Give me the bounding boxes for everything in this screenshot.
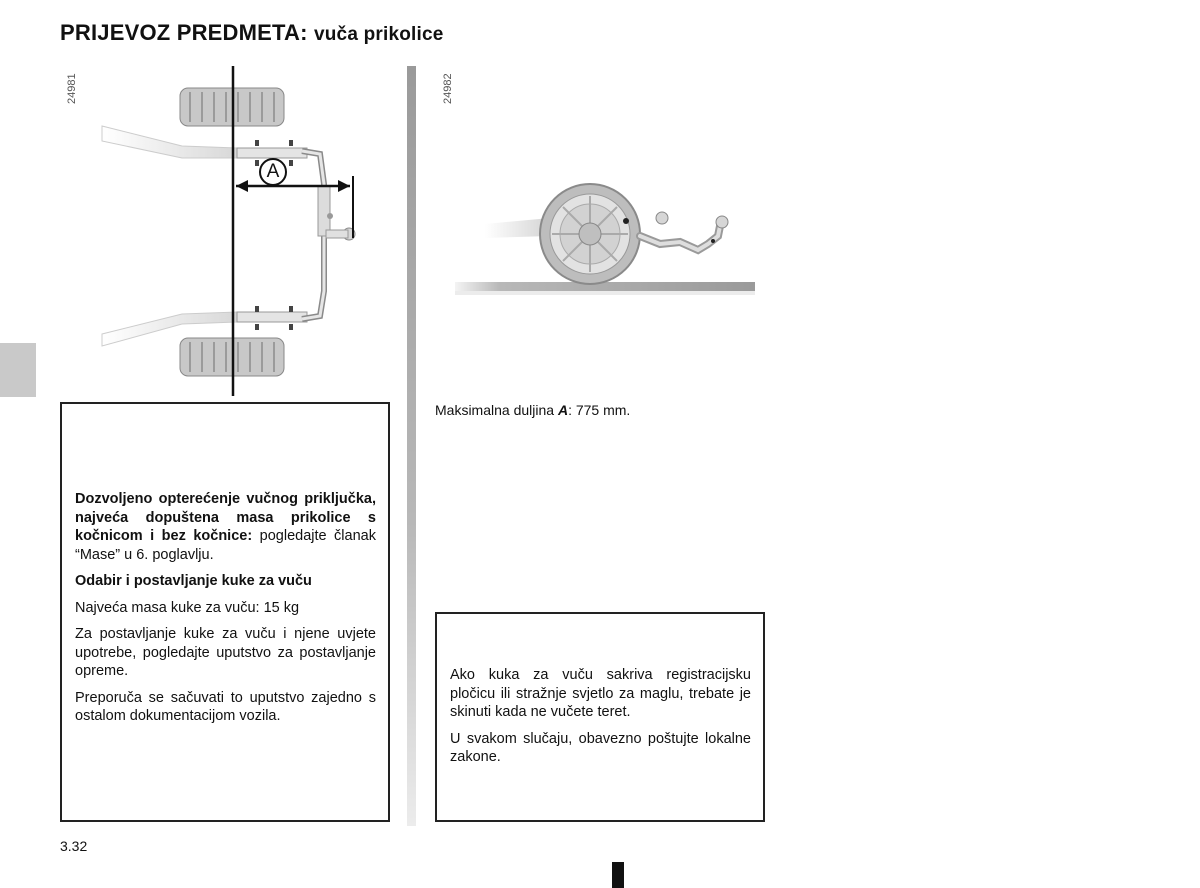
section-tab [0,343,36,397]
figure-number-right: 24982 [442,73,454,104]
caption-prefix: Maksimalna duljina [435,402,558,418]
hitch-install-paragraph: Za postavljanje kuke za vuču i njene uvjete upotrebe, pogledajte uputstvo za postavljanje opreme. [75,626,376,679]
towbar-top-view-figure [62,66,407,396]
dimension-label-a: A [266,161,280,182]
column-divider [407,66,416,826]
hitch-selection-heading: Odabir i postavljanje kuke za vuču [75,573,312,589]
towing-info-box [60,402,390,822]
page-number: 3.32 [60,838,88,854]
max-length-caption [435,402,630,418]
load-info-bold: Dozvoljeno opterećenje vučnog priključka, najveća dopuštena masa prikolice s kočnicom i bez kočnice: [75,491,376,544]
page-title [60,20,444,46]
figure-number-left: 24981 [66,73,78,104]
keep-manual-paragraph: Preporuča se sačuvati to uputstvo zajedno s ostalom dokumentacijom vozila. [75,689,376,724]
license-plate-warning-box [435,612,765,822]
caption-label: A [557,402,569,418]
hitch-mass-paragraph: Najveća masa kuke za vuču: 15 kg [75,599,300,616]
load-info-rest: pogledajte članak “Mase” u 6. poglavlju. [75,528,376,563]
page-marker [612,862,624,888]
caption-suffix: : 775 mm. [568,402,631,418]
local-laws-paragraph: U svakom slučaju, obavezno poštujte lokalne zakone. [450,730,751,765]
remove-hook-paragraph: Ako kuka za vuču sakriva registracijsku pločicu ili stražnje svjetlo za maglu, trebate je skinuti kada ne vučete teret. [450,667,751,720]
towbar-side-view-figure [440,66,760,346]
load-info-paragraph [75,490,376,564]
title-main: PRIJEVOZ PREDMETA: [60,20,308,45]
title-sub: vuča prikolice [313,24,444,45]
